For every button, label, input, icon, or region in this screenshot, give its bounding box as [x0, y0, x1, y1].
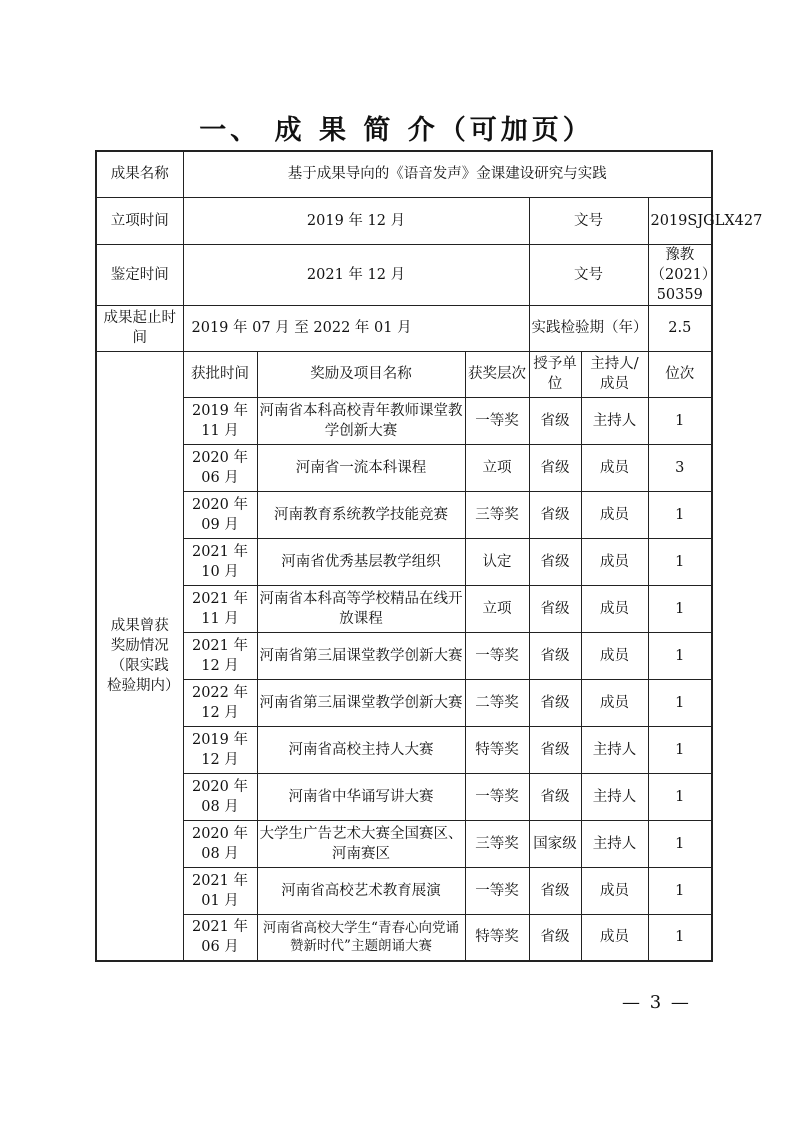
award-role: 成员: [581, 444, 648, 491]
award-date: 2021 年 06 月: [183, 914, 257, 961]
name-label: 成果名称: [96, 151, 183, 197]
award-name: 河南省本科高校青年教师课堂教学创新大赛: [257, 397, 465, 444]
table-row: [96, 444, 712, 491]
award-level: 一等奖: [465, 867, 529, 914]
award-role-header: 主持人/成员: [581, 351, 648, 397]
award-date: 2021 年 01 月: [183, 867, 257, 914]
award-role: 主持人: [581, 397, 648, 444]
award-role: 主持人: [581, 726, 648, 773]
award-date: 2020 年 09 月: [183, 491, 257, 538]
period-value: 2019 年 07 月 至 2022 年 01 月: [183, 305, 529, 351]
award-level: 三等奖: [465, 491, 529, 538]
award-name: 河南省高校艺术教育展演: [257, 867, 465, 914]
award-rank: 1: [648, 773, 712, 820]
award-level: 二等奖: [465, 679, 529, 726]
award-unit: 国家级: [529, 820, 581, 867]
award-name: 河南省高校主持人大赛: [257, 726, 465, 773]
practice-period-label: 实践检验期（年）: [529, 305, 648, 351]
award-unit: 省级: [529, 679, 581, 726]
award-name: 大学生广告艺术大赛全国赛区、河南赛区: [257, 820, 465, 867]
award-date: 2021 年 12 月: [183, 632, 257, 679]
award-name: 河南省高校大学生“青春心向党诵赞新时代”主题朗诵大赛: [257, 914, 465, 961]
page-number: — 3 —: [622, 992, 691, 1013]
award-date: 2020 年 06 月: [183, 444, 257, 491]
award-unit-header: 授予单位: [529, 351, 581, 397]
award-date: 2019 年 12 月: [183, 726, 257, 773]
award-date: 2021 年 11 月: [183, 585, 257, 632]
table-row: [96, 867, 712, 914]
doc-no-value: 2019SJGLX427: [648, 197, 712, 244]
award-date: 2022 年 12 月: [183, 679, 257, 726]
doc-no-label: 文号: [529, 244, 648, 305]
award-level: 立项: [465, 585, 529, 632]
appraisal-time-value: 2021 年 12 月: [183, 244, 529, 305]
award-rank: 1: [648, 397, 712, 444]
award-name: 河南省一流本科课程: [257, 444, 465, 491]
award-rank: 1: [648, 491, 712, 538]
award-name: 河南省第三届课堂教学创新大赛: [257, 632, 465, 679]
table-row: [96, 726, 712, 773]
award-rank: 1: [648, 679, 712, 726]
award-level: 认定: [465, 538, 529, 585]
award-date: 2019 年 11 月: [183, 397, 257, 444]
achievement-summary-table: [95, 150, 763, 962]
award-rank: 1: [648, 820, 712, 867]
award-unit: 省级: [529, 773, 581, 820]
doc-no-value: 豫教（2021）50359: [648, 244, 712, 305]
award-unit: 省级: [529, 726, 581, 773]
project-time-label: 立项时间: [96, 197, 183, 244]
award-role: 成员: [581, 867, 648, 914]
award-rank: 3: [648, 444, 712, 491]
award-name: 河南省第三届课堂教学创新大赛: [257, 679, 465, 726]
award-unit: 省级: [529, 632, 581, 679]
award-role: 成员: [581, 679, 648, 726]
award-level: 一等奖: [465, 773, 529, 820]
award-role: 成员: [581, 914, 648, 961]
page-title: 一、 成 果 简 介（可加页）: [199, 115, 594, 146]
award-rank: 1: [648, 867, 712, 914]
award-unit: 省级: [529, 914, 581, 961]
award-date: 2021 年 10 月: [183, 538, 257, 585]
award-rank: 1: [648, 726, 712, 773]
award-date: 2020 年 08 月: [183, 820, 257, 867]
practice-period-value: 2.5: [648, 305, 712, 351]
table-row: [96, 538, 712, 585]
award-unit: 省级: [529, 397, 581, 444]
award-role: 成员: [581, 491, 648, 538]
appraisal-time-label: 鉴定时间: [96, 244, 183, 305]
award-level: 一等奖: [465, 632, 529, 679]
award-unit: 省级: [529, 867, 581, 914]
table-row: [96, 491, 712, 538]
award-rank: 1: [648, 538, 712, 585]
table-row: [96, 914, 712, 961]
award-level-header: 获奖层次: [465, 351, 529, 397]
award-unit: 省级: [529, 491, 581, 538]
award-level: 一等奖: [465, 397, 529, 444]
doc-no-label: 文号: [529, 197, 648, 244]
period-label: 成果起止时间: [96, 305, 183, 351]
table-row: [96, 773, 712, 820]
award-unit: 省级: [529, 444, 581, 491]
award-name: 河南省本科高等学校精品在线开放课程: [257, 585, 465, 632]
award-date-header: 获批时间: [183, 351, 257, 397]
award-rank: 1: [648, 585, 712, 632]
award-level: 特等奖: [465, 726, 529, 773]
award-role: 成员: [581, 632, 648, 679]
table-row: [96, 632, 712, 679]
award-level: 立项: [465, 444, 529, 491]
award-role: 成员: [581, 538, 648, 585]
award-name: 河南省中华诵写讲大赛: [257, 773, 465, 820]
award-unit: 省级: [529, 538, 581, 585]
award-unit: 省级: [529, 585, 581, 632]
award-rank: 1: [648, 632, 712, 679]
award-name-header: 奖励及项目名称: [257, 351, 465, 397]
award-level: 三等奖: [465, 820, 529, 867]
project-time-value: 2019 年 12 月: [183, 197, 529, 244]
award-date: 2020 年 08 月: [183, 773, 257, 820]
table-row: [96, 820, 712, 867]
table-row: [96, 585, 712, 632]
award-name: 河南省优秀基层教学组织: [257, 538, 465, 585]
award-level: 特等奖: [465, 914, 529, 961]
award-role: 主持人: [581, 773, 648, 820]
name-value: 基于成果导向的《语音发声》金课建设研究与实践: [183, 151, 712, 197]
award-rank-header: 位次: [648, 351, 712, 397]
table-row: [96, 397, 712, 444]
award-role: 成员: [581, 585, 648, 632]
award-name: 河南教育系统教学技能竞赛: [257, 491, 465, 538]
table-row: [96, 679, 712, 726]
awards-section-label: 成果曾获奖励情况（限实践检验期内）: [96, 351, 183, 961]
award-role: 主持人: [581, 820, 648, 867]
award-rank: 1: [648, 914, 712, 961]
